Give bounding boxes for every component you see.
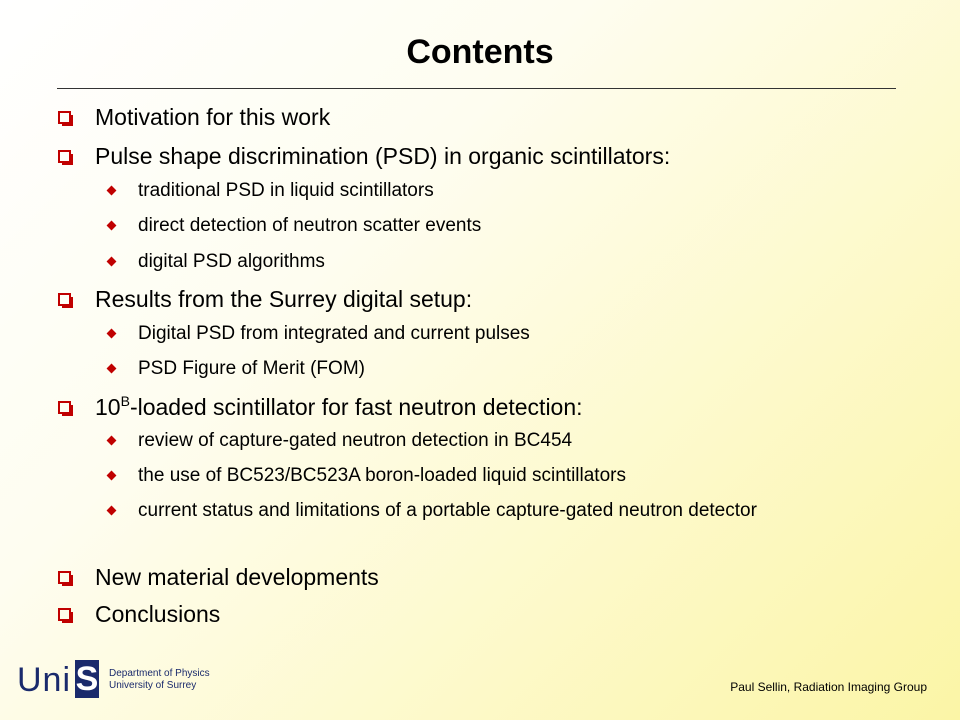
list-item-text: Motivation for this work [95, 104, 331, 130]
diamond-bullet-icon [107, 364, 117, 374]
square-bullet-icon [58, 293, 71, 306]
sub-list-item-text: digital PSD algorithms [138, 251, 325, 272]
sub-list-item-text: direct detection of neutron scatter events [138, 215, 482, 236]
diamond-bullet-icon [107, 436, 117, 446]
diamond-bullet-icon [107, 221, 117, 231]
square-bullet-icon [58, 150, 71, 163]
square-bullet-icon [58, 111, 71, 124]
author-credit: Paul Sellin, Radiation Imaging Group [730, 680, 927, 694]
text-prefix: 10 [95, 394, 121, 420]
sub-list-item-text: current status and limitations of a portable capture-gated neutron detector [138, 500, 757, 521]
sub-list-item-text: review of capture-gated neutron detection in BC454 [138, 430, 573, 451]
diamond-bullet-icon [107, 506, 117, 516]
diamond-bullet-icon [107, 186, 117, 196]
text-suffix: -loaded scintillator for fast neutron detection: [129, 394, 583, 420]
list-item-text: New material developments [95, 564, 379, 590]
logo-uni-text: Uni [17, 661, 72, 699]
logo-line-1: Department of Physics [109, 668, 210, 679]
square-bullet-icon [58, 401, 71, 414]
logo-line-2: University of Surrey [109, 680, 197, 691]
sub-list-item-text: traditional PSD in liquid scintillators [138, 180, 434, 201]
logo-s-block: S [75, 660, 99, 698]
sub-list-item-text: PSD Figure of Merit (FOM) [138, 358, 365, 379]
list-item-text: Conclusions [95, 601, 221, 627]
sub-list-item-text: Digital PSD from integrated and current pulses [138, 323, 530, 344]
square-bullet-icon [58, 571, 71, 584]
sub-list-item-text: the use of BC523/BC523A boron-loaded liquid scintillators [138, 465, 626, 486]
list-item-text: Pulse shape discrimination (PSD) in organic scintillators: [95, 143, 671, 169]
logo-department [109, 668, 210, 692]
superscript-b: B [120, 393, 130, 409]
list-item-text [95, 393, 583, 421]
slide-title: Contents [406, 33, 554, 71]
diamond-bullet-icon [107, 471, 117, 481]
diamond-bullet-icon [107, 329, 117, 339]
diamond-bullet-icon [107, 257, 117, 267]
university-logo [17, 660, 217, 700]
list-item-text: Results from the Surrey digital setup: [95, 286, 473, 312]
square-bullet-icon [58, 608, 71, 621]
